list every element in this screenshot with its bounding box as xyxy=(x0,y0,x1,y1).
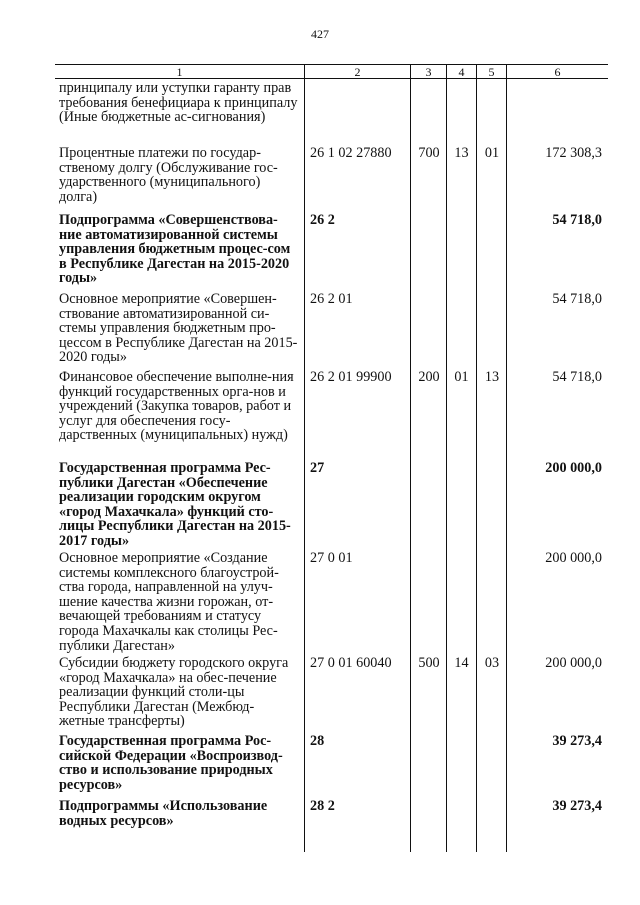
row-code: 26 2 xyxy=(310,212,335,228)
row-name: Финансовое обеспечение выполне-ния функций государственных орга-нов и учреждений (Закупка товаров, работ и услуг для обеспечения госу-дарственных (муниципальных) нужд) xyxy=(59,369,294,444)
row-sum: 39 273,4 xyxy=(552,733,602,749)
row-sum: 54 718,0 xyxy=(552,212,602,228)
row-sum: 200 000,0 xyxy=(545,655,602,671)
row-code: 26 1 02 27880 xyxy=(310,145,392,161)
row-rz: 14 xyxy=(454,655,469,671)
header-col-2: 2 xyxy=(354,65,361,79)
row-vr: 700 xyxy=(418,145,440,161)
row-sum: 172 308,3 xyxy=(545,145,602,161)
header-col-4: 4 xyxy=(458,65,465,79)
row-code: 27 xyxy=(310,460,325,476)
row-name: Подпрограммы «Использование водных ресурсов» xyxy=(59,798,268,829)
row-sum: 39 273,4 xyxy=(552,798,602,814)
row-code: 27 0 01 xyxy=(310,550,353,566)
row-sum: 54 718,0 xyxy=(552,291,602,307)
row-rz: 01 xyxy=(454,369,469,385)
row-code: 27 0 01 60040 xyxy=(310,655,392,671)
row-code: 28 xyxy=(310,733,325,749)
row-code: 28 2 xyxy=(310,798,335,814)
row-name: Государственная программа Рос-сийской Федерации «Воспроизвод-ство и использование природных ресурсов» xyxy=(59,733,283,793)
row-code: 26 2 01 99900 xyxy=(310,369,392,385)
row-pr: 03 xyxy=(484,655,500,671)
header-col-3: 3 xyxy=(425,65,432,79)
row-pr: 01 xyxy=(484,145,500,161)
row-code: 26 2 01 xyxy=(310,291,353,307)
header-col-1: 1 xyxy=(176,65,183,79)
row-sum: 200 000,0 xyxy=(545,460,602,476)
header-col-5: 5 xyxy=(488,65,495,79)
row-name: Подпрограмма «Совершенствова-ние автоматизированной системы управления бюджетным процес-сом в Республике Дагестан на 2015-2020 годы» xyxy=(59,212,291,287)
page-number: 427 xyxy=(311,27,329,41)
row-name: Процентные платежи по государ-ственому долгу (Обслуживание гос-ударственного (муниципального) долга) xyxy=(59,145,278,205)
row-name: Субсидии бюджету городского округа «город Махачкала» на обес-печение реализации функций столи-цы Республики Дагестан (Межбюд-жетные трансферты) xyxy=(59,655,289,730)
row-name: Основное мероприятие «Совершен-ствование автоматизированной си-стемы управления бюджетным про-цессом в Республике Дагестан на 2015-2020 годы» xyxy=(59,291,298,366)
row-sum: 200 000,0 xyxy=(545,550,602,566)
row-name: Государственная программа Рес-публики Дагестан «Обеспечение реализации городским округом «город Махачкала» функций сто-лицы Республики Дагестан на 2015-2017 годы» xyxy=(59,460,291,549)
row-sum: 54 718,0 xyxy=(552,369,602,385)
row-name: Основное мероприятие «Создание системы комплексного благоустрой-ства города, направленной на улуч-шение качества жизни горожан, от-вечающей требованиям и статусу города Махачкалы как столицы Рес-публики Дагестан» xyxy=(59,550,279,654)
row-vr: 200 xyxy=(418,369,440,385)
row-pr: 13 xyxy=(484,369,500,385)
row-rz: 13 xyxy=(454,145,469,161)
header-col-6: 6 xyxy=(554,65,561,79)
row-name: принципалу или уступки гаранту прав требования бенефициара к принципалу (Иные бюджетные ас-сигнования) xyxy=(59,80,298,126)
row-vr: 500 xyxy=(418,655,440,671)
